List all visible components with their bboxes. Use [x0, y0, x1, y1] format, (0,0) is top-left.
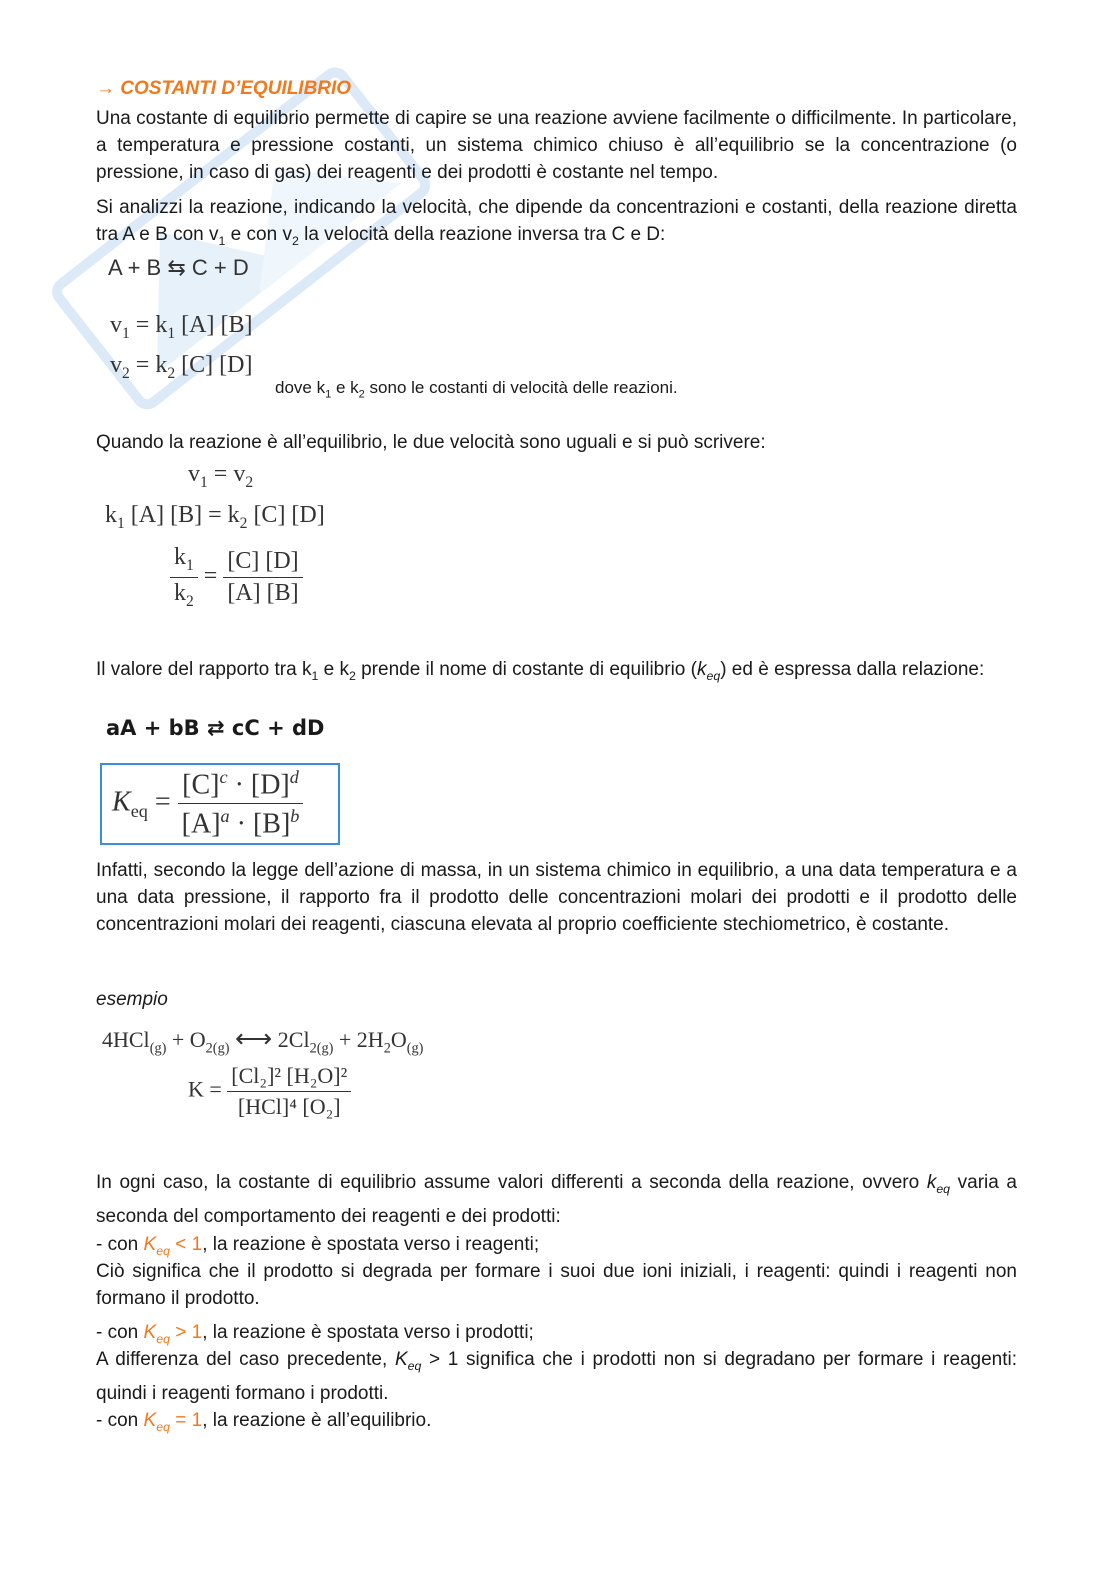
section-heading: → COSTANTI D’EQUILIBRIO [96, 78, 352, 99]
case-less-than-one-text: Ciò significa che il prodotto si degrada per formare i suoi due ioni iniziali, i reagenti: quindi i reagenti non formano il prodotto. [96, 1261, 1017, 1309]
rate-equation-v2: $v_2 = k_2$ [C] [D] [110, 352, 253, 382]
intro-paragraph: Una costante di equilibrio permette di capire se una reazione avviene facilmente o difficilmente. In particolare, a temperatura e pressione costanti, un sistema chimico chiuso è all’equilibrio se la concentrazione (o pressione, in caso di gas) dei reagenti e dei prodotti è costante nel tempo. [96, 108, 1017, 183]
reaction-equation: A + B ⇆ C + D [108, 255, 249, 280]
ratio-paragraph: Il valore del rapporto tra $k_1$ e $k_2$ prende il nome di costante di equilibrio $(k_{eq})$ ed è espressa dalla relazione: [96, 659, 985, 683]
equilibrium-paragraph: Quando la reazione è all’equilibrio, le due velocità sono uguali e si può scrivere: [96, 432, 766, 453]
equal-velocities: $v_1 = v_2$ [188, 461, 254, 491]
analysis-paragraph: Si analizzi la reazione, indicando la velocità, che dipende da concentrazioni e costanti, della reazione diretta tra A e B con $v_1$ e con $v_2$ la velocità della reazione inversa tra C e D: [96, 197, 1017, 248]
rate-constant-note: dove $k_1$ e $k_2$ sono le costanti di velocità delle reazioni. [275, 378, 678, 401]
constants-ratio-equation: $\frac{k_1}{k_2}$ = $\frac{[C] [D]}{[A] [B]}$ [170, 544, 303, 611]
case-less-than-one: - con $K_{eq} < 1$, la reazione è spostata verso i reagenti; [96, 1234, 540, 1258]
cases-intro-paragraph: In ogni caso, la costante di equilibrio assume valori differenti a seconda della reazione, ovvero $k_{eq}$ varia a seconda del comportamento dei reagenti e dei prodotti: [96, 1172, 1017, 1227]
general-reaction: aA + bB ⇄ cC + dD [106, 716, 325, 740]
rate-equation-v1: $v_1 = k_1$ [A] [B] [110, 312, 253, 342]
constants-product-equation: $k_1$ [A] $[B] = k_2$ [C] [D] [105, 502, 325, 532]
case-equal-one: - con $K_{eq} = 1$, la reazione è all’equilibrio. [96, 1410, 432, 1434]
case-greater-than-one: - con $K_{eq} > 1$, la reazione è spostata verso i prodotti; [96, 1322, 534, 1346]
case-greater-than-one-text: A differenza del caso precedente, $K_{eq} > 1$ significa che i prodotti non si degradano per formare i reagenti: quindi i reagenti formano i prodotti. [96, 1349, 1017, 1404]
mass-action-paragraph: Infatti, secondo la legge dell’azione di massa, in un sistema chimico in equilibrio, a una data temperatura e a una data pressione, il rapporto fra il prodotto delle concentrazioni molari dei prodotti e il prodotto delle concentrazioni molari dei reagenti, ciascuna elevata al proprio coefficiente stechiometrico, è costante. [96, 860, 1017, 935]
example-label: esempio [96, 989, 168, 1010]
example-reaction: $4HCl_{(g)} + O_{2(g)}$ ⟷ $2Cl_{2(g)} + 2H_2O_{(g)}$ [102, 1024, 424, 1057]
example-k-expression: K = $\frac{\text{[Cl₂]² [H₂O]²}}{\text{[HCl]⁴ [O₂]}}$ [188, 1063, 351, 1120]
keq-formula: $K_{eq}$ = $\frac{[C]^c \cdot [D]^d}{[A]^a \cdot [B]^b}$ [112, 767, 303, 841]
